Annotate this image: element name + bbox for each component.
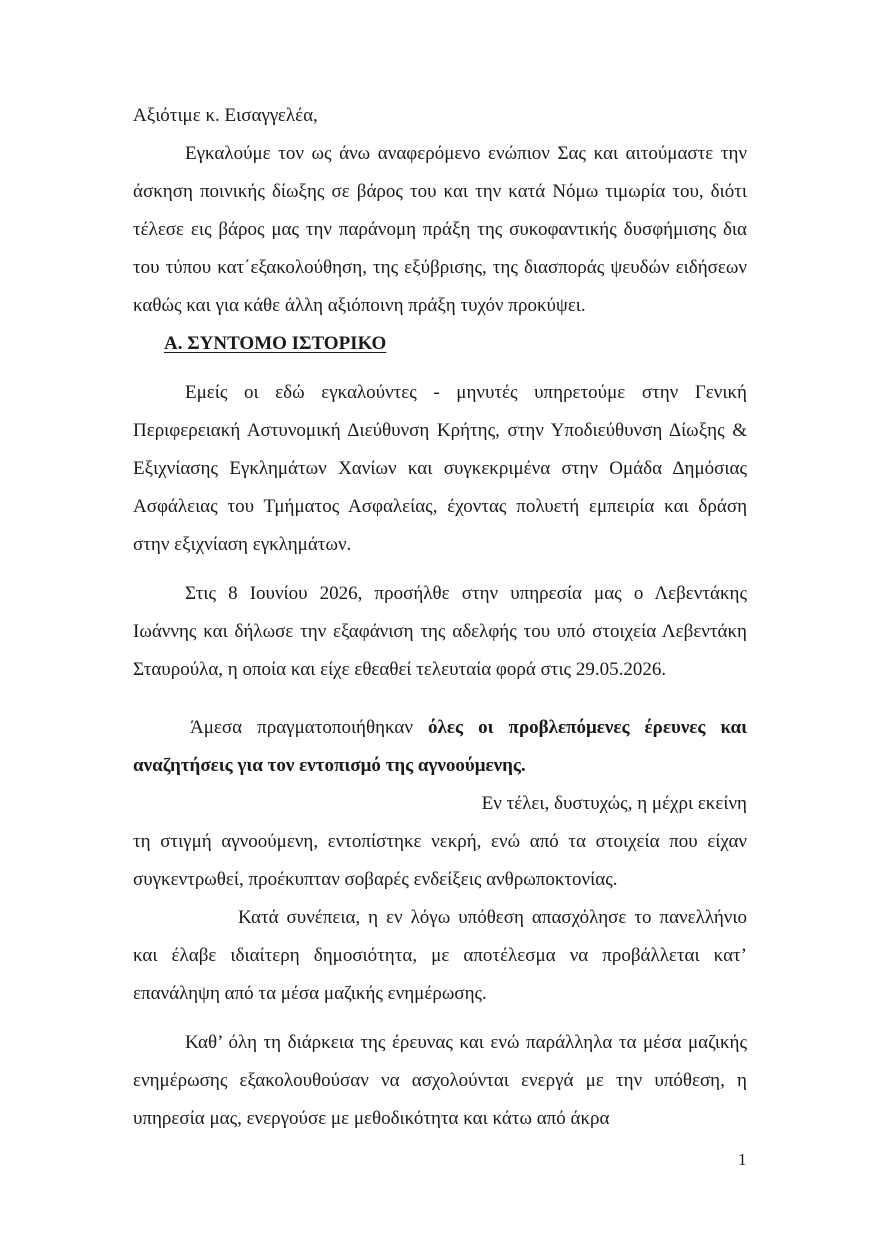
spacer xyxy=(133,1013,747,1024)
paragraph-investigation: Καθ’ όλη τη διάρκεια της έρευνας και ενώ παράλληλα τα μέσα μαζικής ενημέρωσης εξακολουθούσαν να ασχολούνται ενεργά με την υπόθεση, η υπηρεσία μας, ενεργούσε με μεθοδικότητα και κάτω από άκρα xyxy=(133,1032,747,1129)
letter-body xyxy=(133,97,747,1138)
paragraph-searches xyxy=(133,709,747,785)
spacer xyxy=(133,564,747,575)
paragraph-disappearance: Στις 8 Ιουνίου 2026, προσήλθε στην υπηρεσία μας ο Λεβεντάκης Ιωάννης και δήλωσε την εξαφάνιση της αδελφής του υπό στοιχεία Λεβεντάκη Σταυρούλα, η οποία και είχε εθεαθεί τελευταία φορά στις 29.05.2026. xyxy=(133,583,747,680)
spacer xyxy=(133,689,747,709)
spacer xyxy=(133,363,747,374)
paragraph-publicity: Κατά συνέπεια, η εν λόγω υπόθεση απασχόλησε το πανελλήνιο και έλαβε ιδιαίτερη δημοσιότητα, με αποτέλεσμα να προβάλλεται κατ’ επανάληψη από τα μέσα μαζικής ενημέρωσης. xyxy=(133,907,747,1004)
paragraph-complaint: Εγκαλούμε τον ως άνω αναφερόμενο ενώπιον Σας και αιτούμαστε την άσκηση ποινικής δίωξης σε βάρος του και την κατά Νόμω τιμωρία του, διότι τέλεσε εις βάρος μας την παράνομη πράξη της συκοφαντικής δυσφήμισης δια του τύπου κατ΄εξακολούθηση, της εξύβρισης, της διασποράς ψευδών ειδήσεων καθώς και για κάθε άλλη αξιόποινη πράξη τυχόν προκύψει. xyxy=(133,143,747,316)
searches-bold-text: όλες οι προβλεπόμενες έρευνες και αναζητήσεις για τον εντοπισμό της αγνοούμενης. xyxy=(133,717,747,776)
salutation: Αξιότιμε κ. Εισαγγελέα, xyxy=(133,105,318,126)
page-number: 1 xyxy=(738,1150,747,1169)
paragraph-background: Εμείς οι εδώ εγκαλούντες - μηνυτές υπηρετούμε στην Γενική Περιφερειακή Αστυνομική Διεύθυνση Κρήτης, στην Υποδιεύθυνση Δίωξης & Εξιχνίασης Εγκλημάτων Χανίων και συγκεκριμένα στην Ομάδα Δημόσιας Ασφάλειας του Τμήματος Ασφαλείας, έχοντας πολυετή εμπειρία και δράση στην εξιχνίαση εγκλημάτων. xyxy=(133,382,747,555)
searches-text: Άμεσα πραγματοποιήθηκαν xyxy=(190,717,429,738)
paragraph-found-rest: τη στιγμή αγνοούμενη, εντοπίστηκε νεκρή, ενώ από τα στοιχεία που είχαν συγκεντρωθεί, προέκυπταν σοβαρές ενδείξεις ανθρωποκτονίας. xyxy=(133,831,747,890)
paragraph-found-first-line: Εν τέλει, δυστυχώς, η μέχρι εκείνη xyxy=(481,793,747,814)
section-heading: Α. ΣΥΝΤΟΜΟ ΙΣΤΟΡΙΚΟ xyxy=(164,333,387,354)
